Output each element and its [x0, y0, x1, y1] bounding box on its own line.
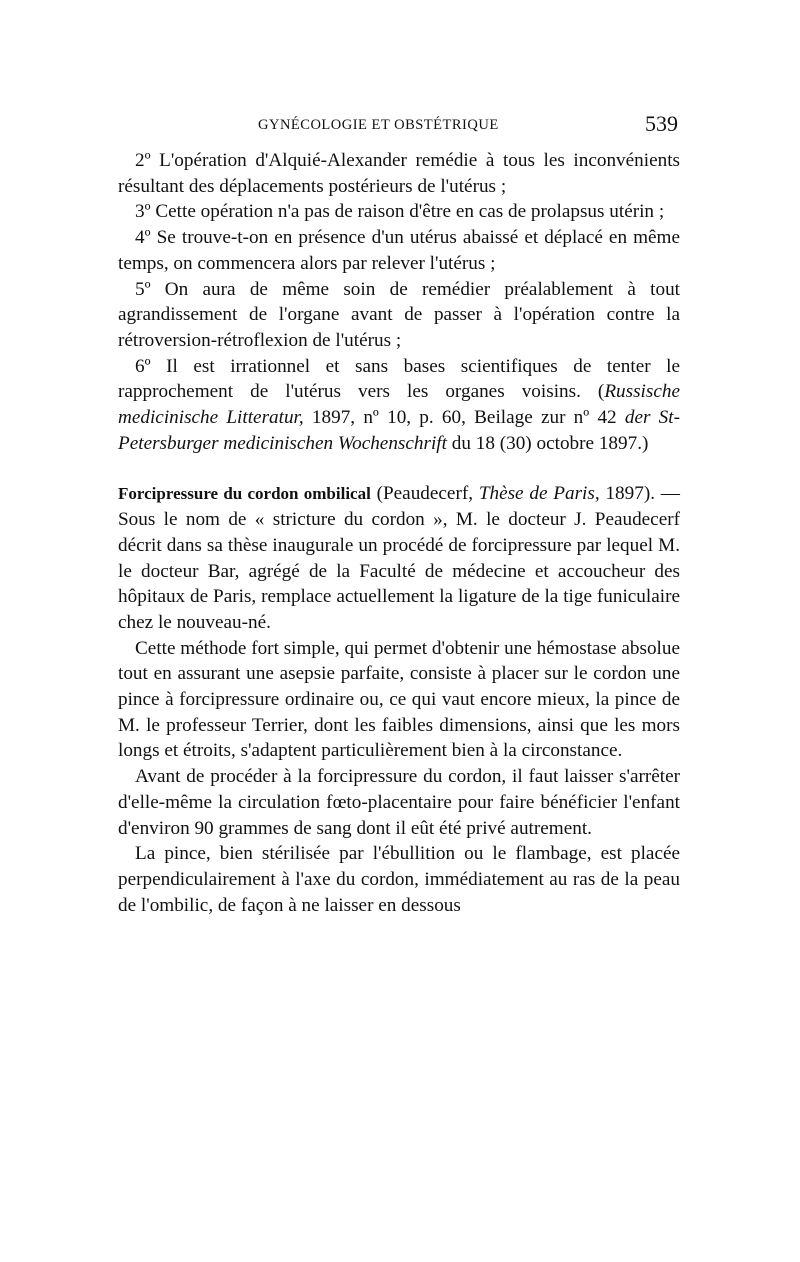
- page-body: [118, 148, 680, 918]
- numbered-point-6: [118, 354, 680, 457]
- article-paragraph: La pince, bien stérilisée par l'ébullition ou le flambage, est placée perpendiculairement à l'axe du cordon, immédiatement au ras de la peau de l'ombilic, de façon à ne laisser en dessous: [118, 843, 680, 916]
- citation-supplement: der St-Petersburger medicinischen Wochenschrift: [118, 407, 680, 454]
- numbered-point-5: 5º On aura de même soin de remédier préalablement à tout agrandissement de l'organe avant de passer à l'opération contre la rétroversion-rétroflexion de l'utérus ;: [118, 278, 680, 351]
- numbered-point-4: 4º Se trouve-t-on en présence d'un utérus abaissé et déplacé en même temps, on commencera alors par relever l'utérus ;: [118, 227, 680, 274]
- citation-details: 1897, nº 10, p. 60, Beilage zur nº 42: [303, 407, 625, 429]
- section-gap: [118, 456, 680, 481]
- point6-text: 6º Il est irrationnel et sans bases scientifiques de tenter le rapprochement de l'utérus vers les organes voisins. (: [118, 355, 680, 403]
- running-header: [118, 113, 680, 143]
- numbered-point-2: 2º L'opération d'Alquié-Alexander remédie à tous les inconvénients résultant des déplacements postérieurs de l'utérus ;: [118, 150, 680, 197]
- article-ref-open: (Peaudecerf,: [370, 483, 479, 505]
- page-number: 539: [645, 111, 678, 136]
- article-paragraph: Avant de procéder à la forcipressure du cordon, il faut laisser s'arrêter d'elle-même la circulation fœto-placentaire pour faire bénéficier l'enfant d'environ 90 grammes de sang dont il eût été privé autrement.: [118, 766, 680, 839]
- numbered-point-3: 3º Cette opération n'a pas de raison d'être en cas de prolapsus utérin ;: [135, 201, 665, 223]
- article-intro: [118, 481, 680, 635]
- running-title: GYNÉCOLOGIE ET OBSTÉTRIQUE: [258, 117, 499, 133]
- citation-journal: Russische medicinische Litteratur,: [118, 381, 680, 429]
- article-ref-title: Thèse de Paris,: [478, 483, 600, 505]
- article-ref-rest: 1897). — Sous le nom de « stricture du cordon », M. le docteur J. Peaudecerf décrit dans sa thèse inaugurale un procédé de forcipressure par lequel M. le docteur Bar, agrégé de la Faculté de médecine et accoucheur des hôpitaux de Paris, remplace actuellement la ligature de la tige funiculaire chez le nouveau-né.: [118, 483, 680, 633]
- article-heading: Forcipressure du cordon ombilical: [118, 484, 371, 504]
- article-paragraph: Cette méthode fort simple, qui permet d'obtenir une hémostase absolue tout en assurant une asepsie parfaite, consiste à placer sur le cordon une pince à forcipressure ordinaire ou, ce qui vaut encore mieux, la pince de M. le professeur Terrier, dont les faibles dimensions, ainsi que les mors longs et étroits, s'adaptent particulièrement bien à la circonstance.: [118, 637, 680, 762]
- citation-date: du 18 (30) octobre 1897.): [446, 432, 649, 454]
